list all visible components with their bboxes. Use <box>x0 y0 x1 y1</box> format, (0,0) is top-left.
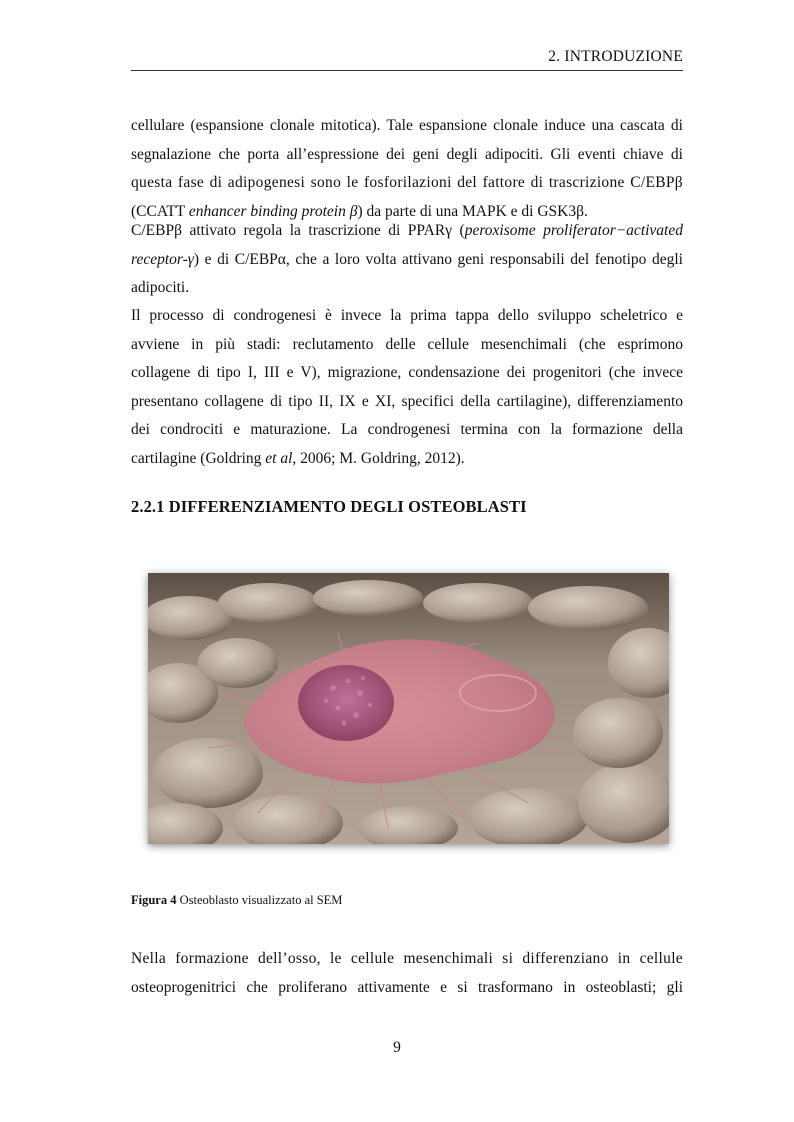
paragraph-adipogenesis <box>131 112 683 226</box>
text-line: questa fase di adipogenesi sono le fosforilazioni del fattore di trascrizione C/EBPβ <box>131 174 683 192</box>
text-line <box>131 445 683 474</box>
text-line <box>131 217 683 246</box>
italic-term: peroxisome proliferator−activated <box>464 222 683 239</box>
caption-label: Figura 4 <box>131 893 177 907</box>
paragraph-ppar <box>131 217 683 303</box>
text-run: ) da parte di una MAPK e di GSK3β. <box>357 202 588 220</box>
text-run: ) e di C/EBPα, che a loro volta attivano geni responsabili del fenotipo degli <box>193 250 683 268</box>
text-line: avviene in più stadi: reclutamento delle cellule mesenchimali (che esprimono <box>131 335 683 353</box>
text-line: presentano collagene di tipo II, IX e XI, specifici della cartilagine), differenziamento <box>131 392 683 410</box>
text-line: Nella formazione dell’osso, le cellule mesenchimali si differenziano in cellule <box>131 950 683 967</box>
sem-image <box>148 573 669 844</box>
sem-osteoblast-figure <box>148 573 669 844</box>
italic-term: enhancer binding protein β <box>188 202 358 220</box>
text-run: (CCATT <box>131 202 189 220</box>
section-heading: 2.2.1 DIFFERENZIAMENTO DEGLI OSTEOBLASTI <box>131 497 527 516</box>
text-run: C/EBPβ attivato regola la trascrizione di PPARγ ( <box>131 222 465 239</box>
figure-caption <box>131 893 342 908</box>
text-line: adipociti. <box>131 279 190 297</box>
page-header <box>131 46 683 71</box>
italic-term: et al <box>265 449 293 467</box>
italic-term: receptor-γ <box>131 250 194 268</box>
text-line: collagene di tipo I, III e V), migrazione, condensazione dei progenitori (che invece <box>131 364 683 382</box>
text-line: dei condrociti e maturazione. La condrogenesi termina con la formazione della <box>131 421 683 439</box>
paragraph-chondrogenesis <box>131 302 683 474</box>
caption-text: Osteoblasto visualizzato al SEM <box>176 893 343 907</box>
text-line: segnalazione che porta all’espressione dei geni degli adipociti. Gli eventi chiave di <box>131 145 683 163</box>
chapter-title: 2. INTRODUZIONE <box>548 48 683 65</box>
text-run: cartilagine (Goldring <box>131 449 266 467</box>
cell-nucleus <box>298 665 394 741</box>
text-run: , 2006; M. Goldring, 2012). <box>292 449 465 467</box>
page-number: 9 <box>393 1039 401 1056</box>
text-line: cellulare (espansione clonale mitotica). Tale espansione clonale induce una cascata di <box>131 117 683 134</box>
text-line: Il processo di condrogenesi è invece la prima tappa dello sviluppo scheletrico e <box>131 307 683 324</box>
text-line <box>131 246 683 275</box>
text-line: osteoprogenitrici che proliferano attivamente e si trasformano in osteoblasti; gli <box>131 978 683 996</box>
paragraph-osteogenesis <box>131 945 683 1002</box>
